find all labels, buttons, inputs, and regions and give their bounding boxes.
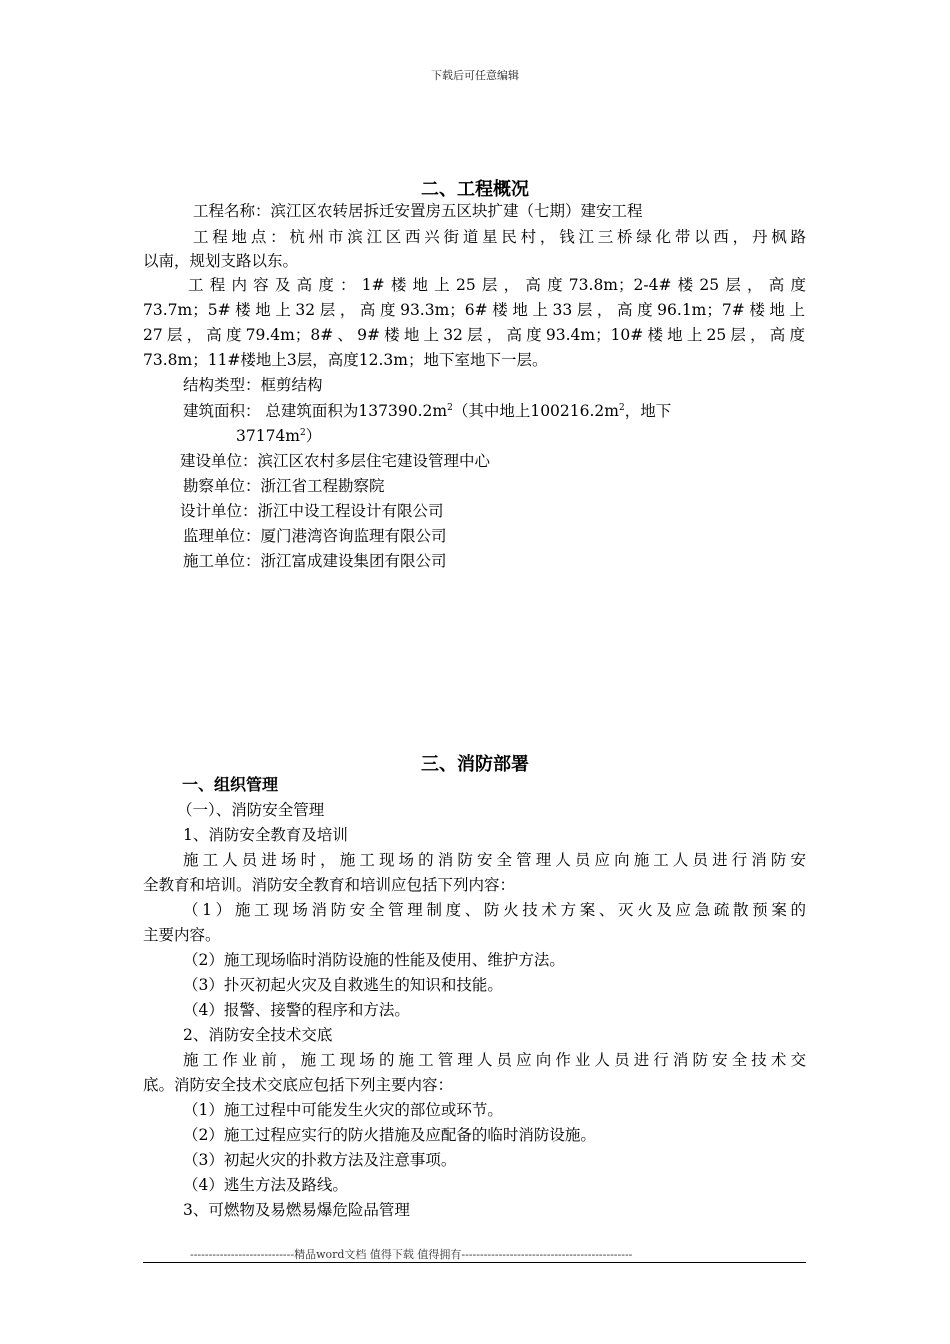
unit-supervision: 监理单位：厦门港湾咨询监理有限公司 [183,527,447,545]
page-header: 下载后可任意编辑 [431,69,519,82]
fire-line-11: 施工作业前，施工现场的施工管理人员应向作业人员进行消防安全技术交 [183,1051,806,1069]
building-area-text-a: 建筑面积： 总建筑面积为137390.2m [183,402,448,420]
project-location-cont: 以南，规划支路以东。 [143,252,299,270]
fire-line-4: 全教育和培训。消防安全教育和培训应包括下列内容： [143,876,516,894]
fire-line-6: 主要内容。 [143,926,221,944]
fire-line-9: （4）报警、接警的程序和方法。 [183,1001,410,1019]
project-location-line: 工程地点：杭州市滨江区西兴街道星民村，钱江三桥绿化带以西，丹枫路 [193,228,806,246]
fire-line-10: 2、消防安全技术交底 [183,1026,333,1044]
building-area-text-e: ） [305,427,322,445]
unit-contractor: 施工单位：浙江富成建设集团有限公司 [183,552,447,570]
structure-type-line: 结构类型：框剪结构 [183,376,323,394]
project-name-line: 工程名称：滨江区农转居拆迁安置房五区块扩建（七期）建安工程 [193,202,643,220]
page-footer: ----------------------------精品word文档 值得下载 值得拥有---------------------------------------------- [190,1248,633,1261]
fire-line-17: 3、可燃物及易燃易爆危险品管理 [183,1201,410,1219]
fire-line-14: （2）施工过程应实行的防火措施及应配备的临时消防设施。 [183,1126,596,1144]
fire-line-3: 施工人员进场时，施工现场的消防安全管理人员应向施工人员进行消防安 [183,851,806,869]
fire-line-13: （1）施工过程中可能发生火灾的部位或环节。 [183,1101,503,1119]
project-content-line-1: 工程内容及高度：1#楼地上25层，高度73.8m；2-4#楼25层，高度 [188,276,806,294]
fire-line-7: （2）施工现场临时消防设施的性能及使用、维护方法。 [183,951,565,969]
section-title-overview: 二、工程概况 [421,179,529,200]
building-area-line [183,399,806,423]
fire-line-16: （4）逃生方法及路线。 [183,1176,348,1194]
unit-design: 设计单位：浙江中设工程设计有限公司 [180,502,444,520]
section-title-fire: 三、消防部署 [421,754,529,775]
fire-line-12: 底。消防安全技术交底应包括下列主要内容： [143,1076,454,1094]
project-content-line-2: 73.7m；5#楼地上32层，高度93.3m；6#楼地上33层，高度96.1m；7#楼地上 [143,301,805,319]
unit-survey: 勘察单位：浙江省工程勘察院 [183,477,385,495]
unit-construction: 建设单位：滨江区农村多层住宅建设管理中心 [180,452,491,470]
fire-line-5: （1）施工现场消防安全管理制度、防火技术方案、灭火及应急疏散预案的 [183,901,806,919]
building-area-text-d: 37174m [236,427,301,445]
project-content-line-4: 73.8m；11#楼地上3层，高度12.3m；地下室地下一层。 [143,351,548,369]
footer-divider [143,1262,806,1263]
fire-line-2: 1、消防安全教育及培训 [183,826,348,844]
fire-line-1: （一）、消防安全管理 [177,801,325,819]
fire-line-15: （3）初起火灾的扑救方法及注意事项。 [183,1151,457,1169]
sup-b: 2 [618,402,625,413]
fire-line-8: （3）扑灭初起火灾及自救逃生的知识和技能。 [183,976,503,994]
building-area-text-b: （其中地上100216.2m [452,402,619,420]
subsection-org-mgmt: 一、组织管理 [182,775,279,794]
sup-c: 2 [300,427,306,438]
project-content-line-3: 27层，高度79.4m；8#、9#楼地上32层，高度93.4m；10#楼地上25层，高度 [143,326,805,344]
sup-a: 2 [447,402,453,413]
building-area-cont [236,424,321,448]
building-area-text-c: ，地下 [624,402,672,420]
